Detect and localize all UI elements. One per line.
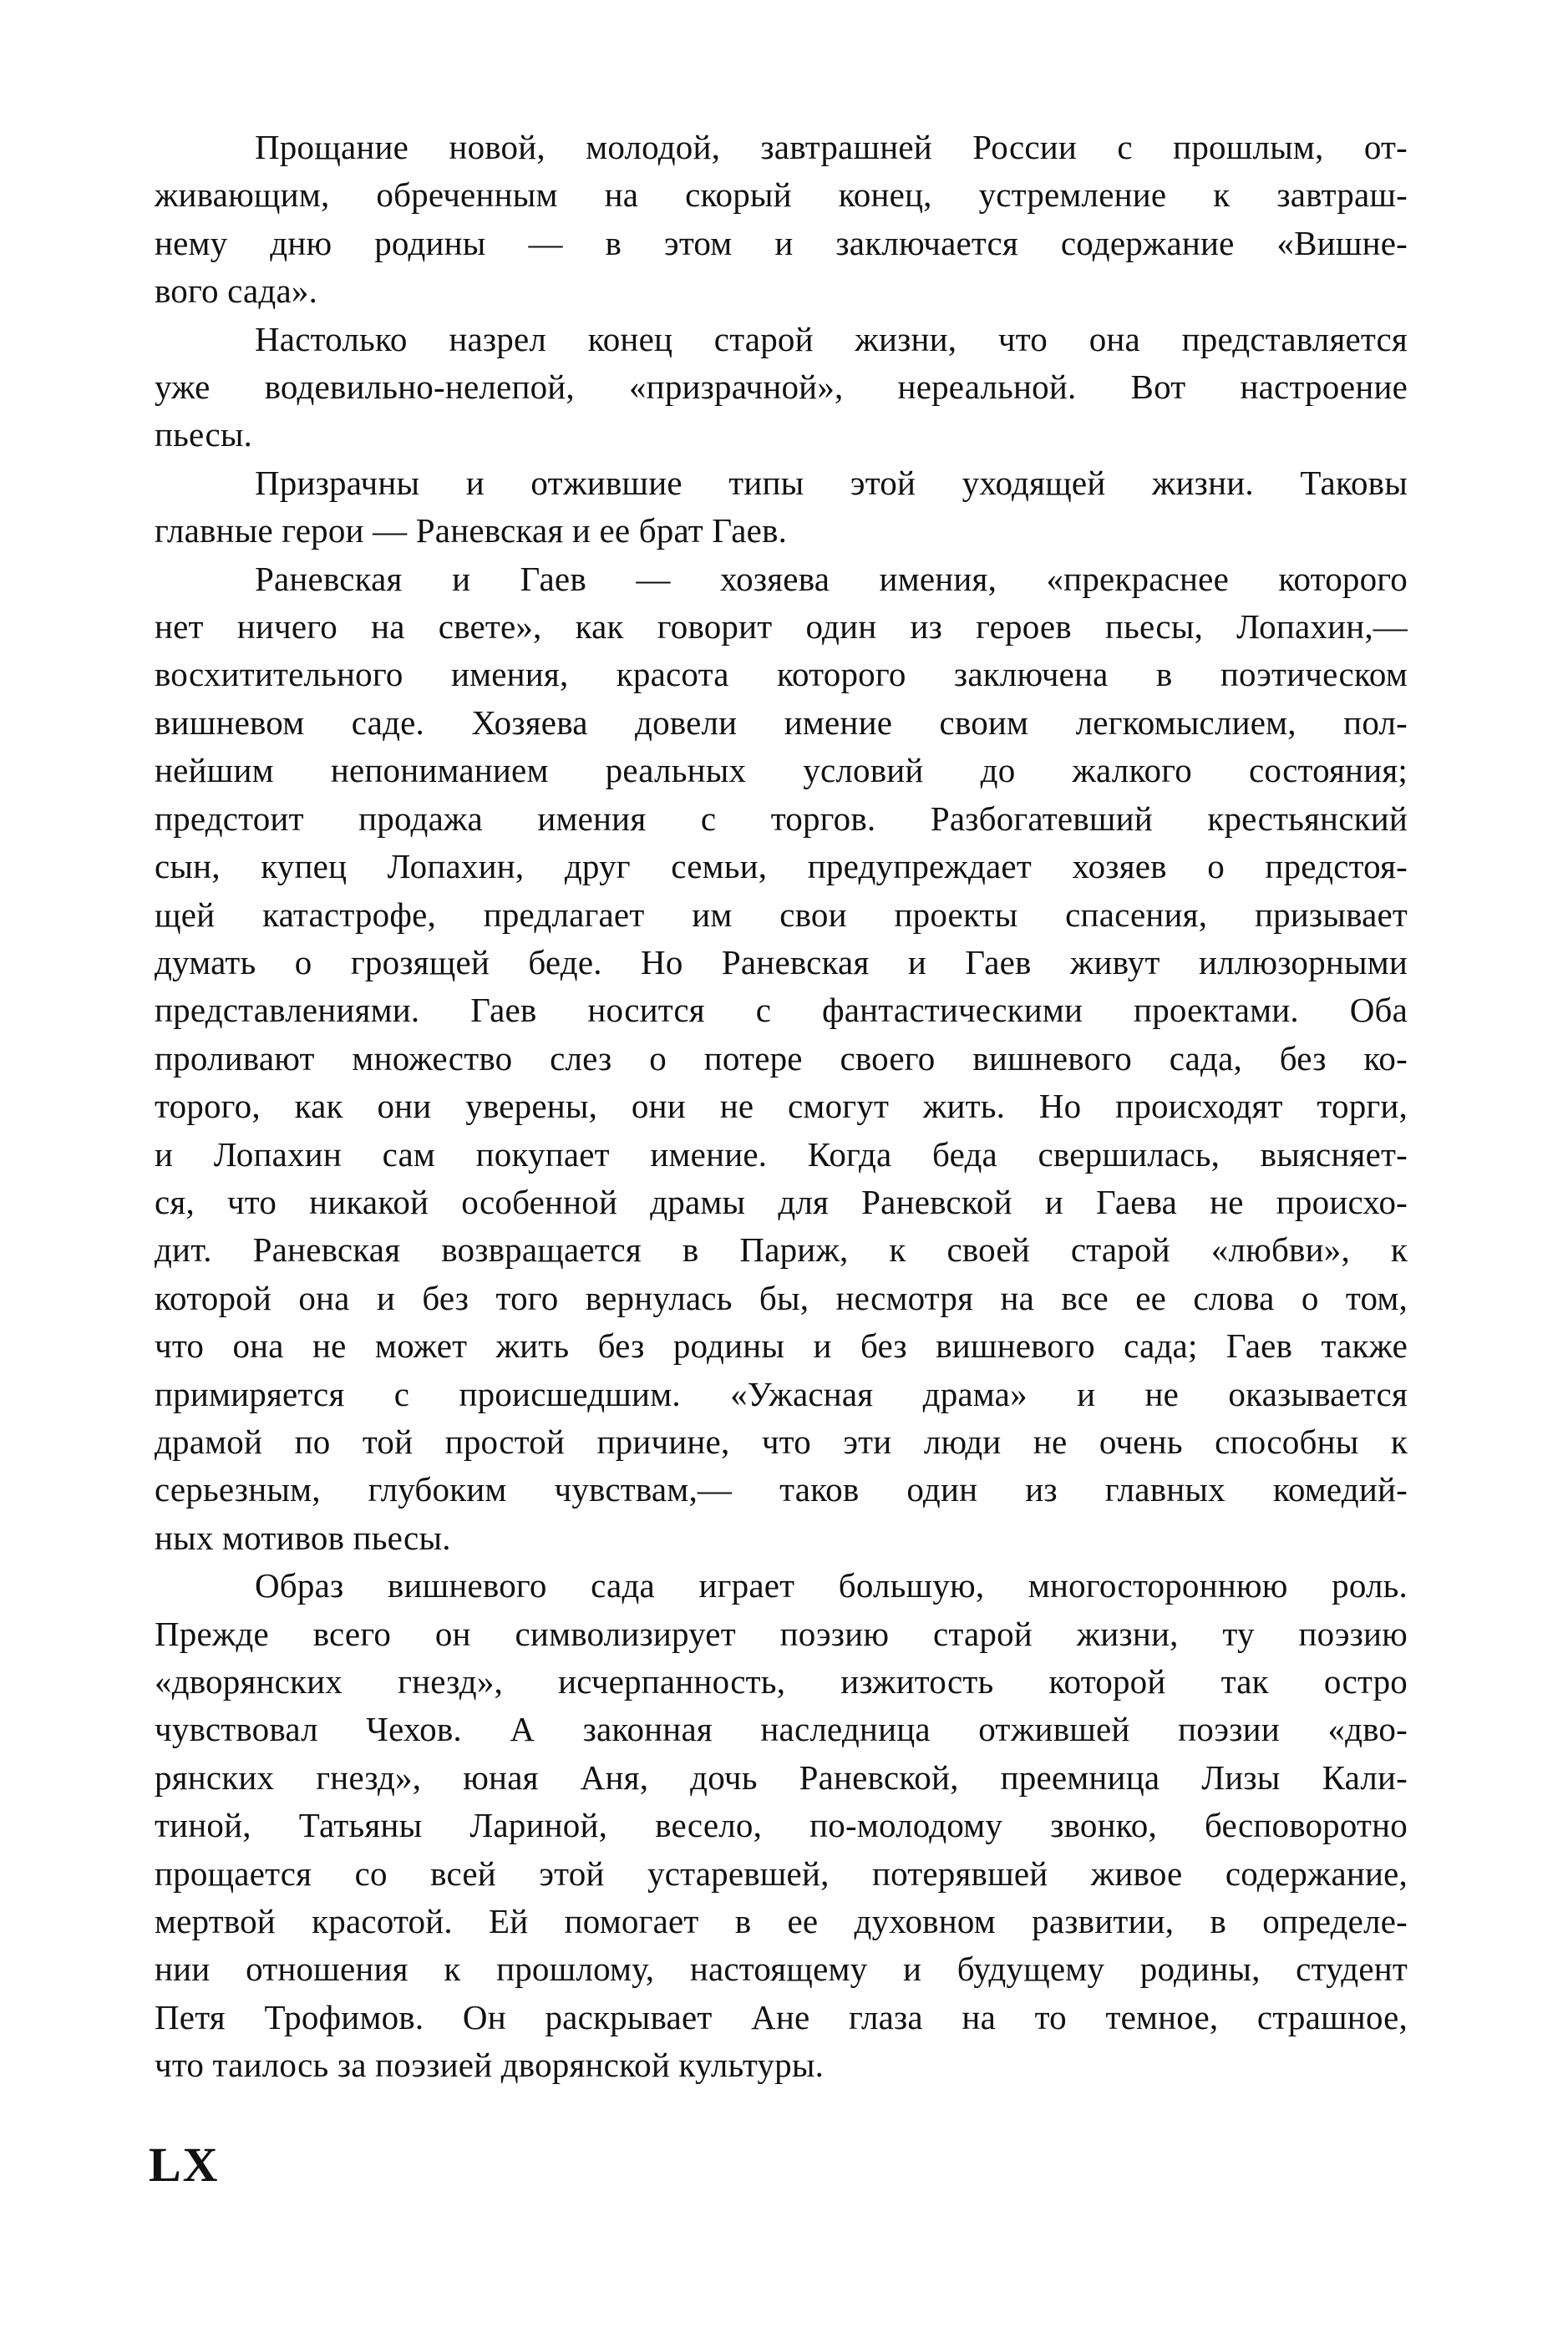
text-line: дит. Раневская возвращается в Париж, к своей старой «любви», к <box>155 1230 1408 1270</box>
text-line: нему дню родины — в этом и заключается содержание «Вишне- <box>155 223 1408 262</box>
text-line: предстоит продажа имения с торгов. Разбогатевший крестьянский <box>155 799 1408 838</box>
main-text <box>155 124 1408 2090</box>
text-line: прощается со всей этой устаревшей, потерявшей живое содержание, <box>155 1854 1408 1893</box>
text-line: мертвой красотой. Ей помогает в ее духовном развитии, в определе- <box>155 1902 1408 1941</box>
text-line: чувствовал Чехов. А законная наследница отжившей поэзии «дво- <box>155 1710 1408 1749</box>
text-line: рянских гнезд», юная Аня, дочь Раневской, преемница Лизы Кали- <box>155 1757 1408 1797</box>
text-line: Образ вишневого сада играет большую, многостороннюю роль. <box>255 1566 1408 1605</box>
text-line: драмой по той простой причине, что эти люди не очень способны к <box>155 1422 1408 1461</box>
text-line: Петя Трофимов. Он раскрывает Ане глаза на то темное, страшное, <box>155 1997 1408 2036</box>
text-line: вишневом саде. Хозяева довели имение своим легкомыслием, пол- <box>155 702 1408 742</box>
text-line: торого, как они уверены, они не смогут жить. Но происходят торги, <box>155 1087 1408 1126</box>
text-line: и Лопахин сам покупает имение. Когда беда свершилась, выясняет- <box>155 1134 1408 1174</box>
text-line: Настолько назрел конец старой жизни, что она представляется <box>255 319 1408 358</box>
text-line: примиряется с происшедшим. «Ужасная драма» и не оказывается <box>155 1374 1408 1413</box>
text-line: представлениями. Гаев носится с фантастическими проектами. Оба <box>155 991 1408 1030</box>
text-line: нет ничего на свете», как говорит один из героев пьесы, Лопахин,— <box>155 607 1408 647</box>
page-body <box>155 124 1408 2090</box>
text-line: тиной, Татьяны Лариной, весело, по-молодому звонко, бесповоротно <box>155 1806 1408 1845</box>
text-line: «дворянских гнезд», исчерпанность, изжитость которой так остро <box>155 1662 1408 1701</box>
text-line: что она не может жить без родины и без вишневого сада; Гаев также <box>155 1326 1408 1366</box>
text-line: вого сада». <box>155 271 318 311</box>
paragraph <box>155 459 1408 555</box>
text-line: нейшим непониманием реальных условий до жалкого состояния; <box>155 751 1408 790</box>
text-line: которой она и без того вернулась бы, несмотря на все ее слова о том, <box>155 1278 1408 1317</box>
text-line: Прежде всего он символизирует поэзию старой жизни, ту поэзию <box>155 1614 1408 1653</box>
paragraph <box>155 555 1408 1563</box>
text-line: ных мотивов пьесы. <box>155 1518 451 1557</box>
text-line: нии отношения к прошлому, настоящему и будущему родины, студент <box>155 1950 1408 1989</box>
text-line: Призрачны и отжившие типы этой уходящей жизни. Таковы <box>255 463 1408 502</box>
text-line: живающим, обреченным на скорый конец, устремление к завтраш- <box>155 175 1408 215</box>
paragraph <box>155 1562 1408 2089</box>
text-line: щей катастрофе, предлагает им свои проекты спасения, призывает <box>155 895 1408 934</box>
text-line: думать о грозящей беде. Но Раневская и Гаев живут иллюзорными <box>155 942 1408 981</box>
text-line: ся, что никакой особенной драмы для Раневской и Гаева не происхо- <box>155 1182 1408 1221</box>
text-line: пьесы. <box>155 415 253 454</box>
text-line: что таилось за поэзией дворянской культуры. <box>155 2046 825 2085</box>
text-line: сын, купец Лопахин, друг семьи, предупреждает хозяев о предстоя- <box>155 847 1408 886</box>
text-line: главные герои — Раневская и ее брат Гаев. <box>155 511 788 550</box>
text-line: серьезным, глубоким чувствам,— таков один из главных комедий- <box>155 1470 1408 1509</box>
text-line: восхитительного имения, красота которого заключена в поэтическом <box>155 655 1408 694</box>
page-number: LX <box>149 2138 220 2192</box>
text-line: Раневская и Гаев — хозяева имения, «прекраснее которого <box>255 559 1408 598</box>
text-line: Прощание новой, молодой, завтрашней России с прошлым, от- <box>255 128 1408 166</box>
paragraph <box>155 124 1408 316</box>
text-line: проливают множество слез о потере своего вишневого сада, без ко- <box>155 1038 1408 1078</box>
text-line: уже водевильно-нелепой, «призрачной», нереальной. Вот настроение <box>155 368 1408 407</box>
paragraph <box>155 316 1408 459</box>
